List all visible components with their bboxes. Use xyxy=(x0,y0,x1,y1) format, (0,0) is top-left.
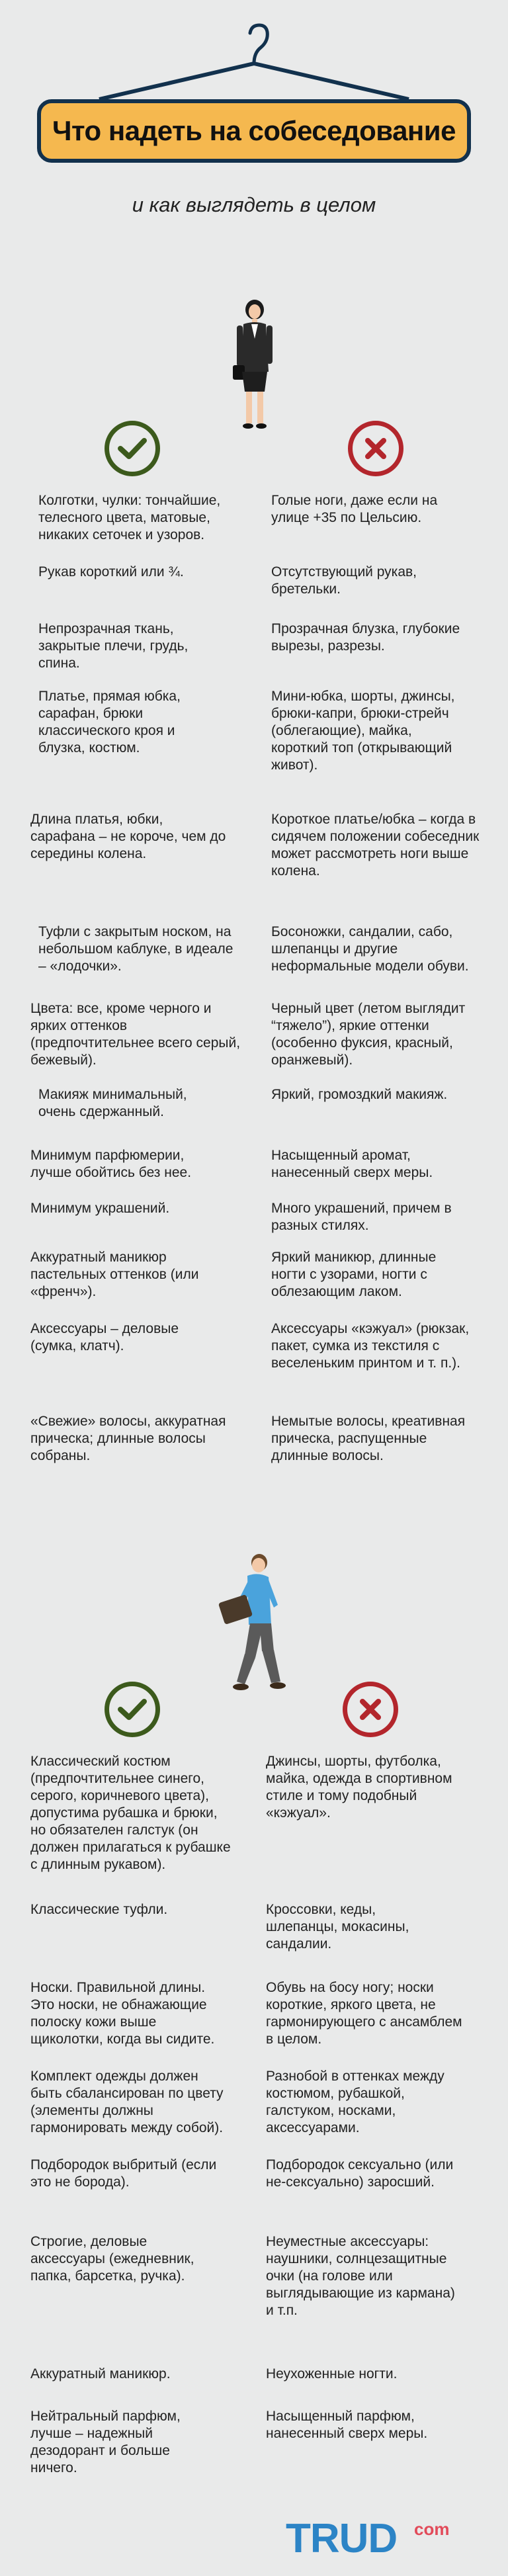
women-do-item: Аксессуары – деловые (сумка, клатч). xyxy=(30,1321,179,1353)
men-dont-item: Джинсы, шорты, футболка, майка, одежда в спортивном стиле и тому подобный «кэжуал». xyxy=(266,1754,452,1821)
check-icon xyxy=(105,1682,160,1737)
women-do-item: Цвета: все, кроме черного и ярких оттенков (предпочтительнее всего серый, бежевый). xyxy=(30,1001,241,1068)
women-dont-item: Насыщенный аромат, нанесенный сверх меры. xyxy=(271,1148,433,1180)
women-dont-item: Голые ноги, даже если на улице +35 по Цельсию. xyxy=(271,493,438,525)
logo-suffix: com xyxy=(414,2519,450,2539)
men-do-item: Аккуратный маникюр. xyxy=(30,2366,171,2382)
women-do-item: Макияж минимальный, очень сдержанный. xyxy=(38,1087,187,1119)
women-do-item: Минимум парфюмерии, лучше обойтись без нее. xyxy=(30,1148,192,1180)
women-do-item: Туфли с закрытым носком, на небольшом каблуке, в идеале – «лодочки». xyxy=(38,924,233,974)
women-do-item: Колготки, чулки: тончайшие, телесного цвета, матовые, никаких сеточек и узоров. xyxy=(38,493,221,542)
men-dont-item: Неуместные аксессуары: наушники, солнцезащитные очки (на голове или выглядывающие из кармана) и т.п. xyxy=(266,2234,455,2318)
women-dont-item: Черный цвет (летом выглядит “тяжело”), яркие оттенки (особенно фуксия, красный, оранжевый). xyxy=(271,1001,466,1068)
men-do-item: Классический костюм (предпочтительнее синего, серого, коричневого цвета), допустима рубашка и брюки, но обязателен галстук (он должен прилагаться к рубашке с длинным рукавом). xyxy=(30,1754,231,1872)
women-dont-item: Короткое платье/юбка – когда в сидячем положении собеседник может рассмотреть ноги выше колена. xyxy=(271,812,480,879)
women-do-item: Непрозрачная ткань, закрытые плечи, грудь, спина. xyxy=(38,621,189,671)
men-do-item: Подбородок выбритый (если это не борода). xyxy=(30,2157,217,2190)
page-subtitle: и как выглядеть в целом xyxy=(132,193,376,216)
women-do-item: «Свежие» волосы, аккуратная прическа; длинные волосы собраны. xyxy=(30,1414,226,1463)
woman-figure xyxy=(232,299,278,433)
man-figure xyxy=(214,1552,298,1695)
men-do-item: Строгие, деловые аксессуары (ежедневник, папка, барсетка, ручка). xyxy=(30,2234,194,2284)
men-dont-item: Разнобой в оттенках между костюмом, рубашкой, галстуком, носками, аксессуарами. xyxy=(266,2069,444,2135)
hanger-icon xyxy=(0,0,508,112)
logo-brand: TRUD xyxy=(286,2516,398,2561)
title-banner xyxy=(37,99,471,163)
men-dont-item: Подбородок сексуально (или не-сексуально) заросший. xyxy=(266,2157,454,2190)
men-dont-item: Насыщенный парфюм, нанесенный сверх меры. xyxy=(266,2409,428,2441)
women-do-item: Длина платья, юбки, сарафана – не короче, чем до середины колена. xyxy=(30,812,226,861)
women-dont-item: Аксессуары «кэжуал» (рюкзак, пакет, сумка из текстиля с веселеньким принтом и т. п.). xyxy=(271,1321,470,1371)
men-do-item: Комплект одежды должен быть сбалансирован по цвету (элементы должны гармонировать между собой). xyxy=(30,2069,224,2135)
page-title: Что надеть на собеседование xyxy=(52,115,456,146)
women-do-item: Аккуратный маникюр пастельных оттенков (или «френч»). xyxy=(30,1250,199,1299)
women-dont-item: Мини-юбка, шорты, джинсы, брюки-капри, брюки-стрейч (облегающие), майка, короткий топ (открывающий живот). xyxy=(271,689,455,773)
men-do-item: Носки. Правильной длины. Это носки, не обнажающие полоску кожи выше щиколотки, когда вы сидите. xyxy=(30,1980,215,2047)
women-dont-item: Отсутствующий рукав, бретельки. xyxy=(271,564,417,597)
men-do-item: Нейтральный парфюм, лучше – надежный дезодорант и больше ничего. xyxy=(30,2409,181,2475)
women-dont-item: Яркий маникюр, длинные ногти с узорами, ногти с облезающим лаком. xyxy=(271,1250,437,1299)
women-do-item: Платье, прямая юбка, сарафан, брюки классического кроя и блузка, костюм. xyxy=(38,689,181,755)
men-dont-item: Обувь на босу ногу; носки короткие, яркого цвета, не гармонирующего с ансамблем в целом. xyxy=(266,1980,462,2047)
women-do-item: Рукав короткий или ¾. xyxy=(38,564,184,580)
check-icon xyxy=(105,421,160,476)
men-dont-item: Кроссовки, кеды, шлепанцы, мокасины, сандалии. xyxy=(266,1902,409,1952)
women-dont-item: Яркий, громоздкий макияж. xyxy=(271,1087,448,1102)
trud-logo xyxy=(286,2515,484,2568)
cross-icon xyxy=(343,1682,398,1737)
men-dont-item: Неухоженные ногти. xyxy=(266,2366,398,2382)
women-do-item: Минимум украшений. xyxy=(30,1201,170,1216)
women-dont-item: Много украшений, причем в разных стилях. xyxy=(271,1201,452,1233)
women-dont-item: Прозрачная блузка, глубокие вырезы, разрезы. xyxy=(271,621,460,654)
cross-icon xyxy=(348,421,403,476)
women-dont-item: Босоножки, сандалии, сабо, шлепанцы и другие неформальные модели обуви. xyxy=(271,924,469,974)
men-do-item: Классические туфли. xyxy=(30,1902,168,1917)
women-dont-item: Немытые волосы, креативная прическа, распущенные длинные волосы. xyxy=(271,1414,466,1463)
